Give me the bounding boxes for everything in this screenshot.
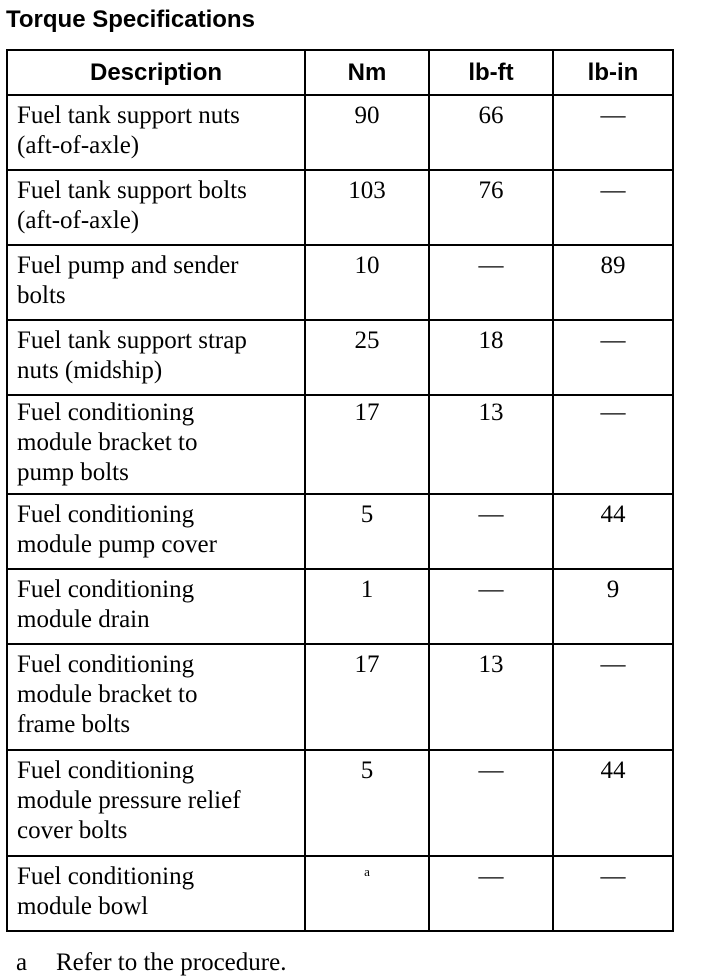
desc-line: module bracket to [17,681,198,708]
table-row [7,494,673,569]
desc-line: pump bolts [17,459,129,486]
row-nm: 103 [305,170,429,245]
table-row [7,569,673,644]
desc-line: module drain [17,606,150,633]
row-lb-in: 44 [553,750,673,856]
row-nm [305,856,429,931]
row-lb-ft: 66 [429,95,553,170]
footnote-text: Refer to the procedure. [56,949,287,976]
row-lb-ft: 18 [429,320,553,395]
row-nm: 25 [305,320,429,395]
row-lb-in: — [553,95,673,170]
row-lb-in: 9 [553,569,673,644]
table-row [7,644,673,750]
footnote-reference: a [364,864,370,879]
header-nm: Nm [305,50,429,95]
desc-line: bolts [17,282,66,309]
desc-line: (aft-of-axle) [17,132,140,159]
table-row [7,395,673,494]
page-title: Torque Specifications [6,6,255,33]
header-description: Description [7,50,305,95]
row-nm: 5 [305,494,429,569]
row-lb-ft: 76 [429,170,553,245]
desc-line: (aft-of-axle) [17,207,140,234]
row-lb-in: 89 [553,245,673,320]
desc-line: Fuel tank support nuts [17,102,240,129]
row-nm: 5 [305,750,429,856]
row-lb-in: — [553,320,673,395]
row-description [7,395,305,494]
row-lb-ft: — [429,245,553,320]
desc-line: Fuel conditioning [17,576,195,603]
desc-line: nuts (midship) [17,357,163,384]
desc-line: Fuel tank support strap [17,327,247,354]
row-nm: 17 [305,395,429,494]
row-lb-in: 44 [553,494,673,569]
footnote [16,948,286,978]
row-lb-ft: — [429,569,553,644]
row-description [7,95,305,170]
desc-line: Fuel conditioning [17,757,195,784]
row-description [7,644,305,750]
row-nm: 17 [305,644,429,750]
desc-line: Fuel tank support bolts [17,177,247,204]
table-row [7,856,673,931]
row-description [7,569,305,644]
torque-specifications-table [6,49,674,932]
row-lb-ft: — [429,494,553,569]
row-description [7,320,305,395]
desc-line: cover bolts [17,817,128,844]
table-row [7,750,673,856]
row-lb-in: — [553,170,673,245]
desc-line: Fuel conditioning [17,399,195,426]
row-lb-ft: 13 [429,644,553,750]
table-row [7,320,673,395]
row-nm: 10 [305,245,429,320]
desc-line: module bracket to [17,429,198,456]
row-description [7,494,305,569]
desc-line: Fuel conditioning [17,863,195,890]
row-lb-in: — [553,856,673,931]
row-lb-ft: — [429,750,553,856]
row-description [7,170,305,245]
row-lb-ft: — [429,856,553,931]
desc-line: module bowl [17,893,149,920]
row-lb-in: — [553,644,673,750]
footnote-letter: a [16,949,28,976]
header-lb-ft: lb-ft [429,50,553,95]
desc-line: Fuel pump and sender [17,252,239,279]
desc-line: module pump cover [17,531,217,558]
desc-line: Fuel conditioning [17,501,195,528]
row-nm: 1 [305,569,429,644]
table-row [7,170,673,245]
header-lb-in: lb-in [553,50,673,95]
row-description [7,750,305,856]
row-description [7,245,305,320]
desc-line: Fuel conditioning [17,651,195,678]
desc-line: module pressure relief [17,787,241,814]
row-lb-in: — [553,395,673,494]
table-row [7,95,673,170]
row-description [7,856,305,931]
desc-line: frame bolts [17,711,131,738]
table-row [7,245,673,320]
row-nm: 90 [305,95,429,170]
table-header-row [7,50,673,95]
row-lb-ft: 13 [429,395,553,494]
